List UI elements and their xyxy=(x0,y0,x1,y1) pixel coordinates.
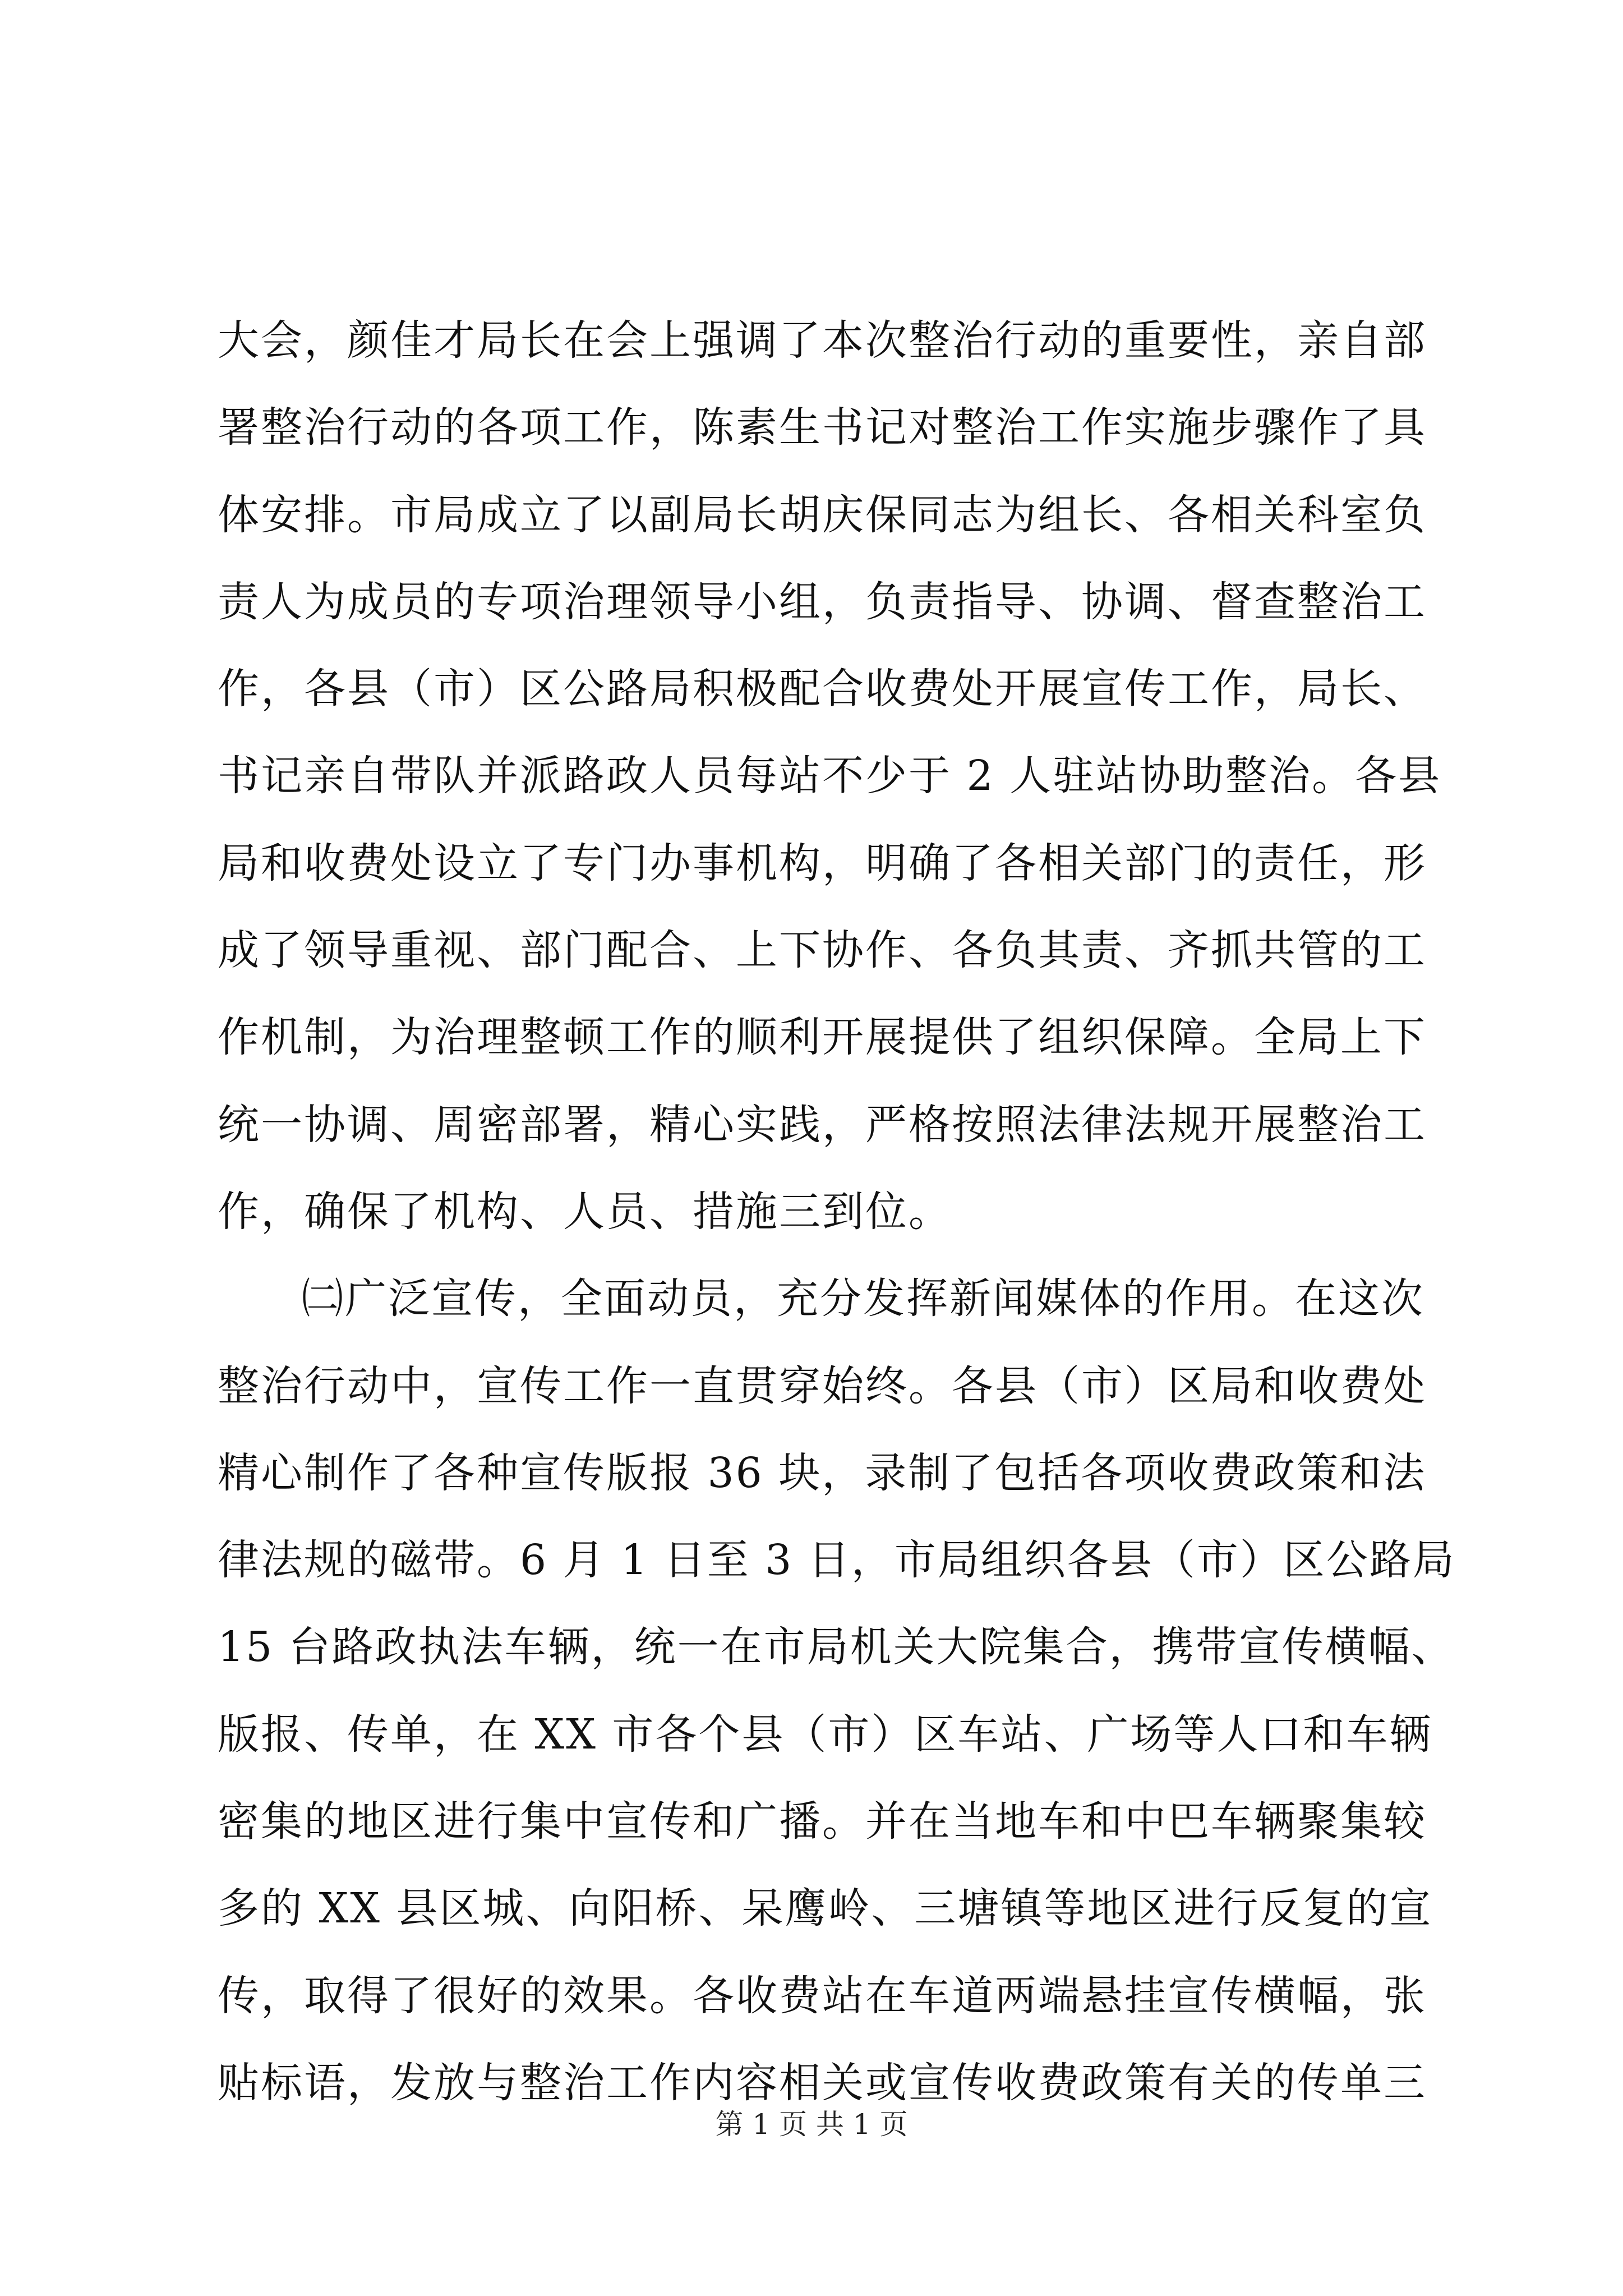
text-line: 密集的地区进行集中宣传和广播。并在当地车和中巴车辆聚集较 xyxy=(218,1797,1427,1846)
text-line: 贴标语，发放与整治工作内容相关或宣传收费政策有关的传单三 xyxy=(218,2058,1427,2107)
text-line: 精心制作了各种宣传版报 36 块，录制了包括各项收费政策和法 xyxy=(218,1448,1427,1497)
text-line: 15 台路政执法车辆，统一在市局机关大院集合，携带宣传横幅、 xyxy=(218,1623,1455,1672)
text-line: 署整治行动的各项工作，陈素生书记对整治工作实施步骤作了具 xyxy=(218,403,1427,452)
text-line: 作机制，为治理整顿工作的顺利开展提供了组织保障。全局上下 xyxy=(218,1013,1427,1062)
text-line: 局和收费处设立了专门办事机构，明确了各相关部门的责任，形 xyxy=(218,839,1427,887)
page-footer: 第 1 页 共 1 页 xyxy=(715,2108,908,2141)
paragraph-start-line: ㈡广泛宣传，全面动员，充分发挥新闻媒体的作用。在这次 xyxy=(302,1274,1424,1323)
text-line: 大会，颜佳才局长在会上强调了本次整治行动的重要性，亲自部 xyxy=(218,316,1427,365)
document-body xyxy=(218,297,1456,2127)
text-line: 书记亲自带队并派路政人员每站不少于 2 人驻站协助整治。各县 xyxy=(218,752,1442,800)
text-line: 律法规的磁带。6 月 1 日至 3 日，市局组织各县（市）区公路局 xyxy=(218,1536,1456,1585)
text-line: 整治行动中，宣传工作一直贯穿始终。各县（市）区局和收费处 xyxy=(218,1361,1427,1410)
text-line: 体安排。市局成立了以副局长胡庆保同志为组长、各相关科室负 xyxy=(218,490,1427,539)
text-line: 作，确保了机构、人员、措施三到位。 xyxy=(218,1187,952,1236)
text-line: 成了领导重视、部门配合、上下协作、各负其责、齐抓共管的工 xyxy=(218,926,1427,975)
text-line: 传，取得了很好的效果。各收费站在车道两端悬挂宣传横幅，张 xyxy=(218,1971,1427,2020)
text-line: 统一协调、周密部署，精心实践，严格按照法律法规开展整治工 xyxy=(218,1100,1427,1149)
text-line: 多的 XX 县区城、向阳桥、呆鹰岭、三塘镇等地区进行反复的宣 xyxy=(218,1884,1433,1933)
text-line: 责人为成员的专项治理领导小组，负责指导、协调、督查整治工 xyxy=(218,577,1427,626)
text-line: 作，各县（市）区公路局积极配合收费处开展宣传工作，局长、 xyxy=(218,665,1427,714)
text-line: 版报、传单，在 XX 市各个县（市）区车站、广场等人口和车辆 xyxy=(218,1710,1433,1759)
